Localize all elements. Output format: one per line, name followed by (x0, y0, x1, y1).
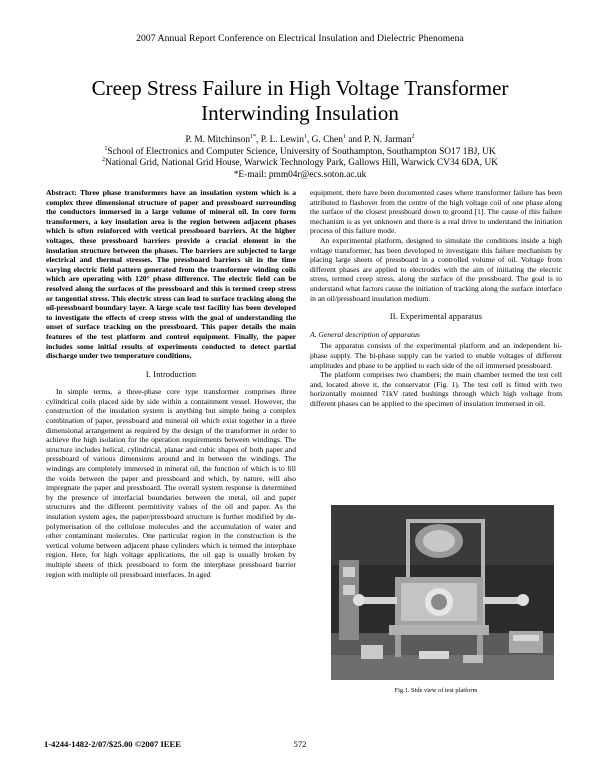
paragraph-chambers: The platform comprises two chambers; the main chamber termed the test cell and, located above it, the conservator (Fig. 1). The test cell is fitted with two horizontally mounted 71kV rated bushings through which high voltage from different phases can be applied to the specimen of insulation immersed in oil. (310, 370, 562, 408)
author-email: *E-mail: pmm04r@ecs.soton.ac.uk (233, 169, 367, 180)
introduction-text: In simple terms, a three-phase core type transformer comprises three cylindrical coils placed side by side within a containment vessel. However, the construction of the insulation system is anything but simple being a complex combination of paper, pressboard and mineral oil which exist together in a three dimensional arrangement as required by the design of the transformer in order to achieve the high isolation for the operation requirements between windings. The structure includes helical, cylindrical, planar and cubic shapes of both paper and pressboard of various dimensions around and in between the windings. The windings are completely immersed in mineral oil, the function of which is to fill the voids between the paper and pressboard and which, by nature, will also impregnate the paper and pressboard. The overall system response is determined by the presence of interfacial boundaries between the metal, oil and paper structures and the different permittivity values of the oil and paper. As the insulation system ages, the paper/pressboard structure is further modified by de-polymerisation of the cellulose molecules and the accumulation of water and other contaminant molecules. One particular region in the construction is the vertical volume between adjacent phase cylinders which is termed the interphase region. Here, for high voltage applications, the oil gap is usually broken by multiple sheets of thick pressboard to form the interphase pressboard barrier region with multiple oil pressboard interfaces. In aged (46, 387, 296, 579)
affiliation-2: $^2$National Grid, National Grid House, Warwick Technology Park, Gallows Hill, Warwick CV34 6DA, UK (101, 157, 499, 169)
test-platform-photo (331, 505, 554, 680)
conference-header: 2007 Annual Report Conference on Electrical Insulation and Dielectric Phenomena (136, 33, 464, 44)
paragraph-platform: An experimental platform, designed to simulate the conditions inside a high voltage transformer, has been developed to investigate this failure mechanism by placing large sheets of pressboard in a controlled volume of oil. Voltage from different phases are applied to electrodes with the aim of initiating the electric stress, termed creep stress, along the surface of the pressboard. The goal is to understand what factors cause the initiation of tracking along the surface interface in an oil/pressboard insulation medium. (310, 235, 562, 303)
affiliation-1: $^1$School of Electronics and Computer Science, University of Southampton, Southampton SO17 1BJ, UK (104, 145, 496, 157)
abstract: Abstract: Three phase transformers have an insulation system which is a complex three dimensional structure of paper and pressboard surrounding the conductors immersed in a large volume of mineral oil. In core form transformers, a key insulation area is the region between adjacent phases which is often reinforced with vertical pressboard barriers. At the higher voltages, these pressboard barriers provide a crucial element in the insulation structure between the phases. The barriers are subjected to large electrical and thermal stresses. The pressboard barriers sit in the time varying electric field pattern generated from the transformer winding coils which are operating with 120° phase difference. The electric field can be resolved along the surfaces of the pressboard and this is termed creep stress or tangential stress. This electric stress can lead to surface tracking along the oil-pressboard boundary layer. A large scale test facility has been developed to investigate the effects of creep stress with the goal of understanding the onset of surface tracking on the pressboard. This paper details the main features of the test platform and control equipment. Finally, the paper includes some initial results of experiments conducted to detect partial discharge under two temperature conditions. (46, 188, 296, 361)
paragraph-apparatus: The apparatus consists of the experimental platform and an independent bi-phase supply. The bi-phase supply can be varied to enable voltages of different amplitudes and phase to be applied to each side of the oil immersed pressboard. (310, 341, 562, 370)
author-list: P. M. Mitchinson$^{1*}$, P. L. Lewin$^1$, G. Chen$^1$ and P. N. Jarman$^2$ (185, 133, 415, 145)
left-column (46, 188, 296, 579)
section-heading-apparatus: II. Experimental apparatus (389, 312, 483, 322)
section-heading-introduction: I. Introduction (145, 369, 197, 379)
paper-title: Creep Stress Failure in High Voltage Transformer Interwinding Insulation (91, 76, 509, 125)
test-platform-illustration (331, 505, 554, 680)
page-number: 572 (293, 739, 307, 749)
author-block (40, 135, 560, 181)
copyright-footer: 1-4244-1482-2/07/$25.00 ©2007 IEEE (44, 739, 182, 749)
subsection-heading-general: A. General description of apparatus (310, 329, 420, 339)
right-column (310, 188, 562, 408)
paragraph-continued: equipment, there have been documented cases where transformer failure has been attributed to flashover from the centre of the high voltage coil of one phase along the surface of the closest pressboard down to ground [1]. The cause of this failure mechanism is as yet unknown and there is a real drive to understand the initiation process of this failure mode. (310, 188, 562, 236)
figure-caption: Fig.1. Side view of test platform (394, 687, 478, 694)
